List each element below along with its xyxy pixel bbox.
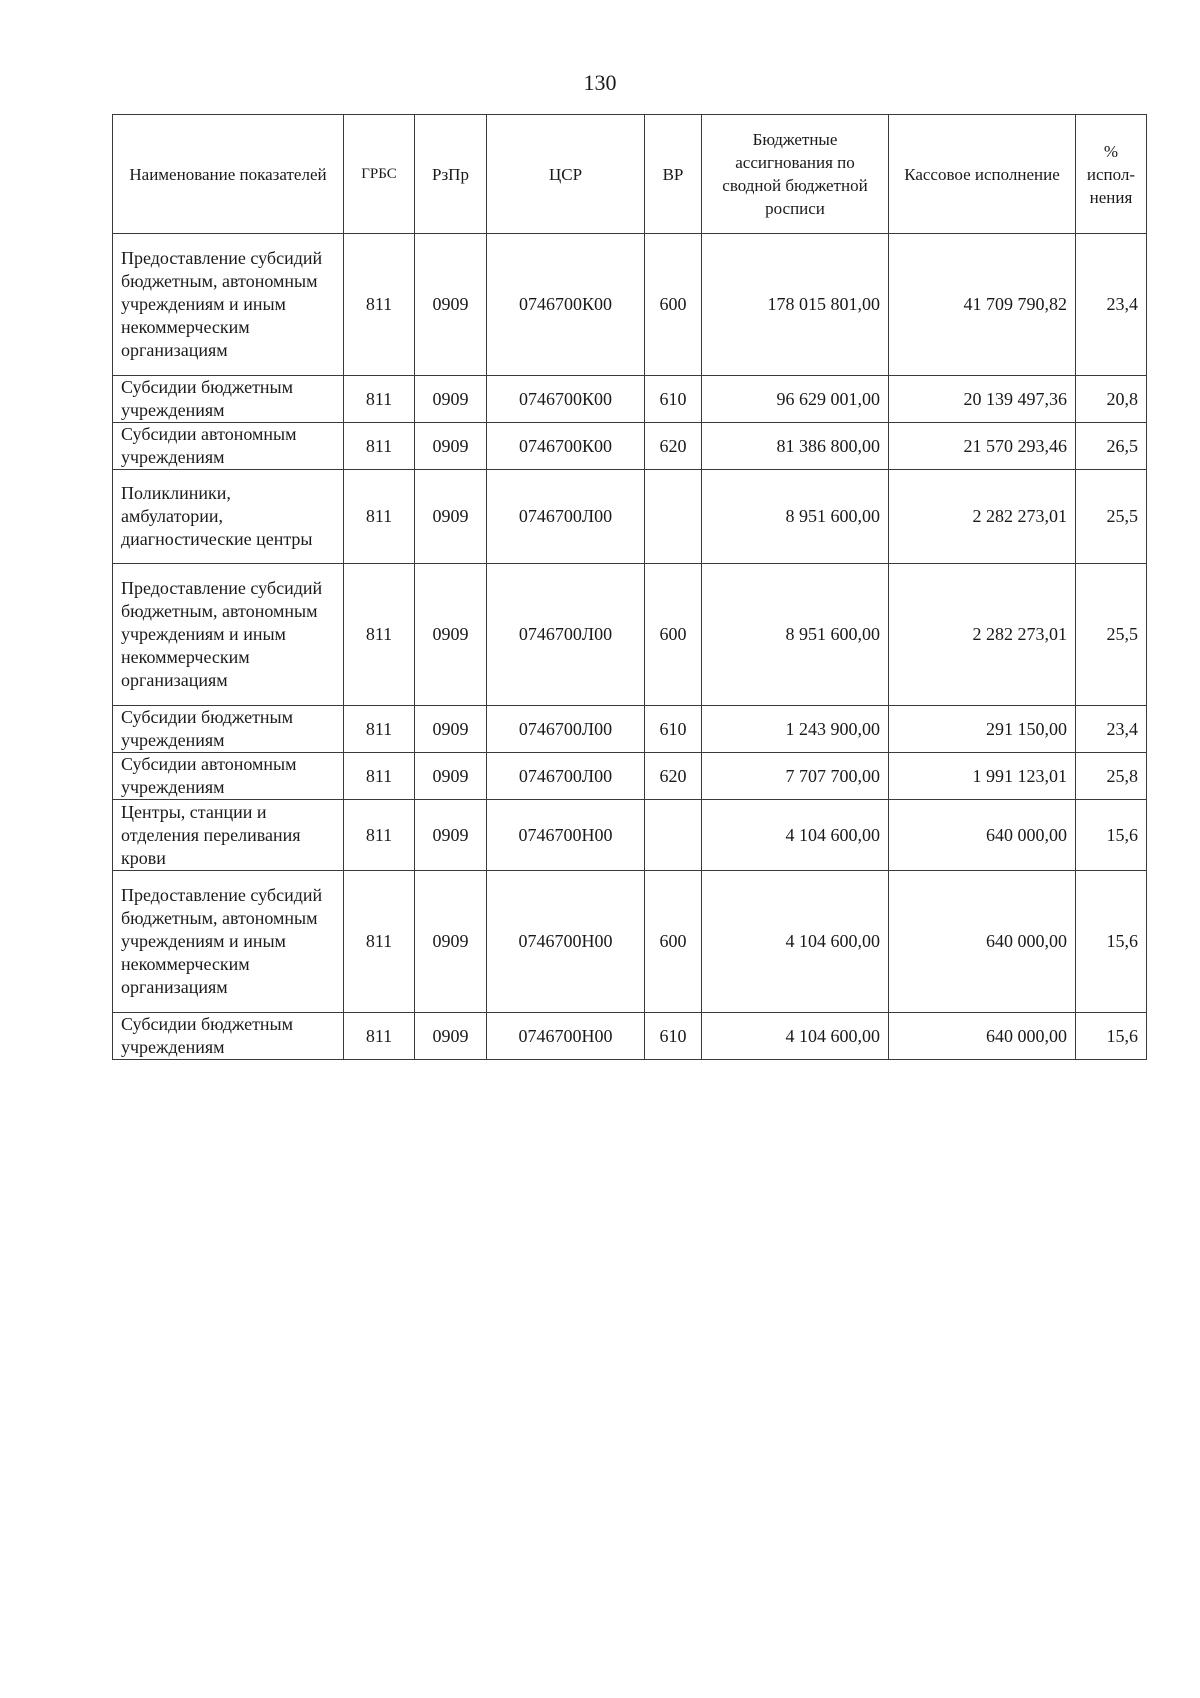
- row-execution: 41 709 790,82: [889, 234, 1076, 376]
- row-grbs: 811: [344, 376, 415, 423]
- row-name: Субсидии автономным учреждениям: [113, 423, 344, 470]
- row-allocation: 178 015 801,00: [702, 234, 889, 376]
- row-execution: 2 282 273,01: [889, 564, 1076, 706]
- table-row: [113, 753, 1147, 800]
- row-grbs: 811: [344, 470, 415, 564]
- row-percent: 15,6: [1076, 871, 1147, 1013]
- row-execution: 640 000,00: [889, 1013, 1076, 1060]
- row-csr: 0746700Л00: [487, 753, 645, 800]
- table-row: [113, 470, 1147, 564]
- row-csr: 0746700К00: [487, 376, 645, 423]
- row-rzpr: 0909: [415, 871, 487, 1013]
- table-header-row: [113, 115, 1147, 234]
- row-rzpr: 0909: [415, 376, 487, 423]
- row-csr: 0746700Л00: [487, 470, 645, 564]
- row-execution: 640 000,00: [889, 800, 1076, 871]
- row-percent: 23,4: [1076, 234, 1147, 376]
- header-grbs: ГРБС: [344, 115, 415, 234]
- row-allocation: 81 386 800,00: [702, 423, 889, 470]
- row-execution: 2 282 273,01: [889, 470, 1076, 564]
- row-allocation: 8 951 600,00: [702, 470, 889, 564]
- row-name: Предоставление субсидий бюджетным, автономным учреждениям и иным некоммерческим организациям: [113, 234, 344, 376]
- row-csr: 0746700Н00: [487, 800, 645, 871]
- row-vr: 600: [645, 234, 702, 376]
- row-vr: 600: [645, 564, 702, 706]
- row-name: Субсидии бюджетным учреждениям: [113, 706, 344, 753]
- row-rzpr: 0909: [415, 800, 487, 871]
- row-percent: 23,4: [1076, 706, 1147, 753]
- table-row: [113, 706, 1147, 753]
- row-allocation: 4 104 600,00: [702, 800, 889, 871]
- row-rzpr: 0909: [415, 470, 487, 564]
- row-csr: 0746700Н00: [487, 1013, 645, 1060]
- row-csr: 0746700Л00: [487, 706, 645, 753]
- row-percent: 26,5: [1076, 423, 1147, 470]
- header-execution: Кассовое исполнение: [889, 115, 1076, 234]
- table-row: [113, 871, 1147, 1013]
- row-csr: 0746700К00: [487, 423, 645, 470]
- row-vr: 610: [645, 376, 702, 423]
- row-name: Субсидии автономным учреждениям: [113, 753, 344, 800]
- header-vr: ВР: [645, 115, 702, 234]
- row-grbs: 811: [344, 423, 415, 470]
- row-csr: 0746700Л00: [487, 564, 645, 706]
- row-execution: 291 150,00: [889, 706, 1076, 753]
- row-rzpr: 0909: [415, 564, 487, 706]
- header-csr: ЦСР: [487, 115, 645, 234]
- row-name: Центры, станции и отделения переливания крови: [113, 800, 344, 871]
- row-allocation: 4 104 600,00: [702, 1013, 889, 1060]
- table-row: [113, 1013, 1147, 1060]
- row-rzpr: 0909: [415, 234, 487, 376]
- row-rzpr: 0909: [415, 423, 487, 470]
- row-vr: 620: [645, 423, 702, 470]
- row-name: Субсидии бюджетным учреждениям: [113, 376, 344, 423]
- row-percent: 15,6: [1076, 1013, 1147, 1060]
- row-vr: [645, 470, 702, 564]
- header-percent: % испол-нения: [1076, 115, 1147, 234]
- row-name: Субсидии бюджетным учреждениям: [113, 1013, 344, 1060]
- row-name: Предоставление субсидий бюджетным, автономным учреждениям и иным некоммерческим организациям: [113, 871, 344, 1013]
- row-rzpr: 0909: [415, 706, 487, 753]
- row-percent: 25,5: [1076, 470, 1147, 564]
- table-row: [113, 423, 1147, 470]
- row-execution: 1 991 123,01: [889, 753, 1076, 800]
- row-rzpr: 0909: [415, 753, 487, 800]
- header-rzpr: РзПр: [415, 115, 487, 234]
- row-allocation: 1 243 900,00: [702, 706, 889, 753]
- header-allocation: Бюджетные ассигнования по сводной бюджетной росписи: [702, 115, 889, 234]
- row-grbs: 811: [344, 753, 415, 800]
- budget-execution-table: [112, 114, 1147, 1060]
- row-rzpr: 0909: [415, 1013, 487, 1060]
- row-grbs: 811: [344, 871, 415, 1013]
- row-execution: 640 000,00: [889, 871, 1076, 1013]
- row-execution: 21 570 293,46: [889, 423, 1076, 470]
- row-csr: 0746700Н00: [487, 871, 645, 1013]
- row-percent: 25,5: [1076, 564, 1147, 706]
- row-percent: 15,6: [1076, 800, 1147, 871]
- row-name: Предоставление субсидий бюджетным, автономным учреждениям и иным некоммерческим организациям: [113, 564, 344, 706]
- row-grbs: 811: [344, 234, 415, 376]
- page-number: 130: [583, 70, 617, 95]
- row-grbs: 811: [344, 800, 415, 871]
- row-grbs: 811: [344, 1013, 415, 1060]
- row-grbs: 811: [344, 706, 415, 753]
- table-row: [113, 800, 1147, 871]
- row-allocation: 4 104 600,00: [702, 871, 889, 1013]
- row-vr: 620: [645, 753, 702, 800]
- row-percent: 20,8: [1076, 376, 1147, 423]
- row-vr: 600: [645, 871, 702, 1013]
- row-csr: 0746700К00: [487, 234, 645, 376]
- table-row: [113, 376, 1147, 423]
- row-vr: 610: [645, 706, 702, 753]
- row-percent: 25,8: [1076, 753, 1147, 800]
- row-vr: 610: [645, 1013, 702, 1060]
- row-grbs: 811: [344, 564, 415, 706]
- row-allocation: 7 707 700,00: [702, 753, 889, 800]
- table-row: [113, 564, 1147, 706]
- table-row: [113, 234, 1147, 376]
- row-execution: 20 139 497,36: [889, 376, 1076, 423]
- row-allocation: 96 629 001,00: [702, 376, 889, 423]
- row-name: Поликлиники, амбулатории, диагностические центры: [113, 470, 344, 564]
- row-allocation: 8 951 600,00: [702, 564, 889, 706]
- row-vr: [645, 800, 702, 871]
- header-name: Наименование показателей: [113, 115, 344, 234]
